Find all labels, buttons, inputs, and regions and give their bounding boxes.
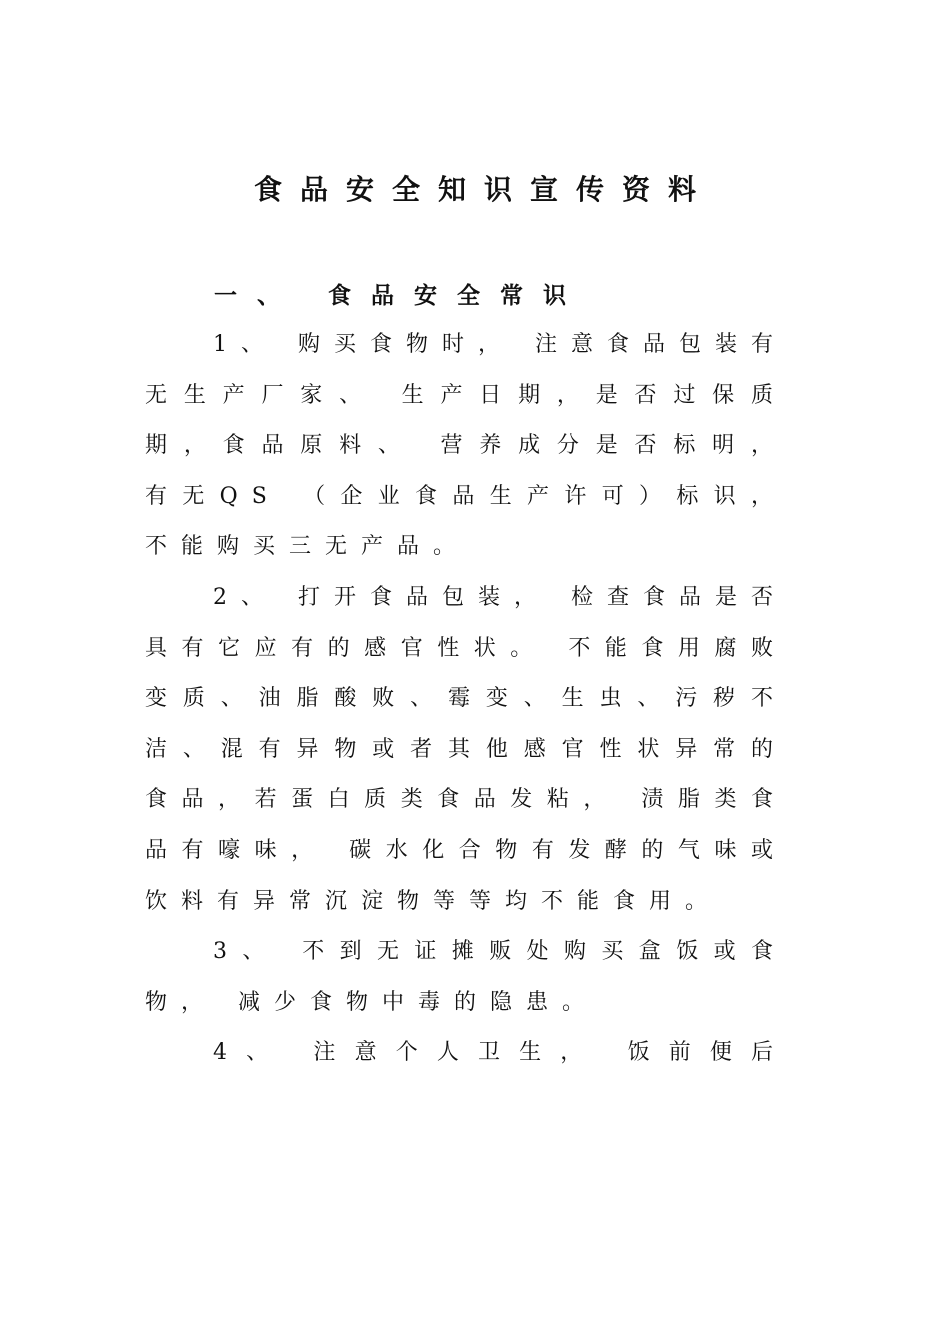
paragraph-1: 1、 购买食物时， 注意食品包装有无生产厂家、 生产日期，是否过保质期，食品原料、 营养成分是否标明， 有无QS （企业食品生产许可）标识，不能购买三无产品。	[145, 332, 787, 560]
section-heading: 一、 食品安全常识	[214, 282, 587, 309]
document-body	[145, 320, 787, 1079]
paragraph-4: 4、 注意个人卫生， 饭前便后	[213, 1040, 787, 1066]
paragraph-3: 3、 不到无证摊贩处购买盒饭或食物， 减少食物中毒的隐患。	[145, 939, 787, 1015]
paragraph-2: 2、 打开食品包装， 检查食品是否具有它应有的感官性状。 不能食用腐败变质、油脂酸败、霉变、生虫、污秽不洁、混有异物或者其他感官性状异常的食品，若蛋白质类食品发粘， 渍脂类食品有嚎味， 碳水化合物有发酵的气味或饮料有异常沉淀物等等均不能食用。	[145, 584, 787, 914]
document-title: 食品安全知识宣传资料	[253, 173, 714, 206]
